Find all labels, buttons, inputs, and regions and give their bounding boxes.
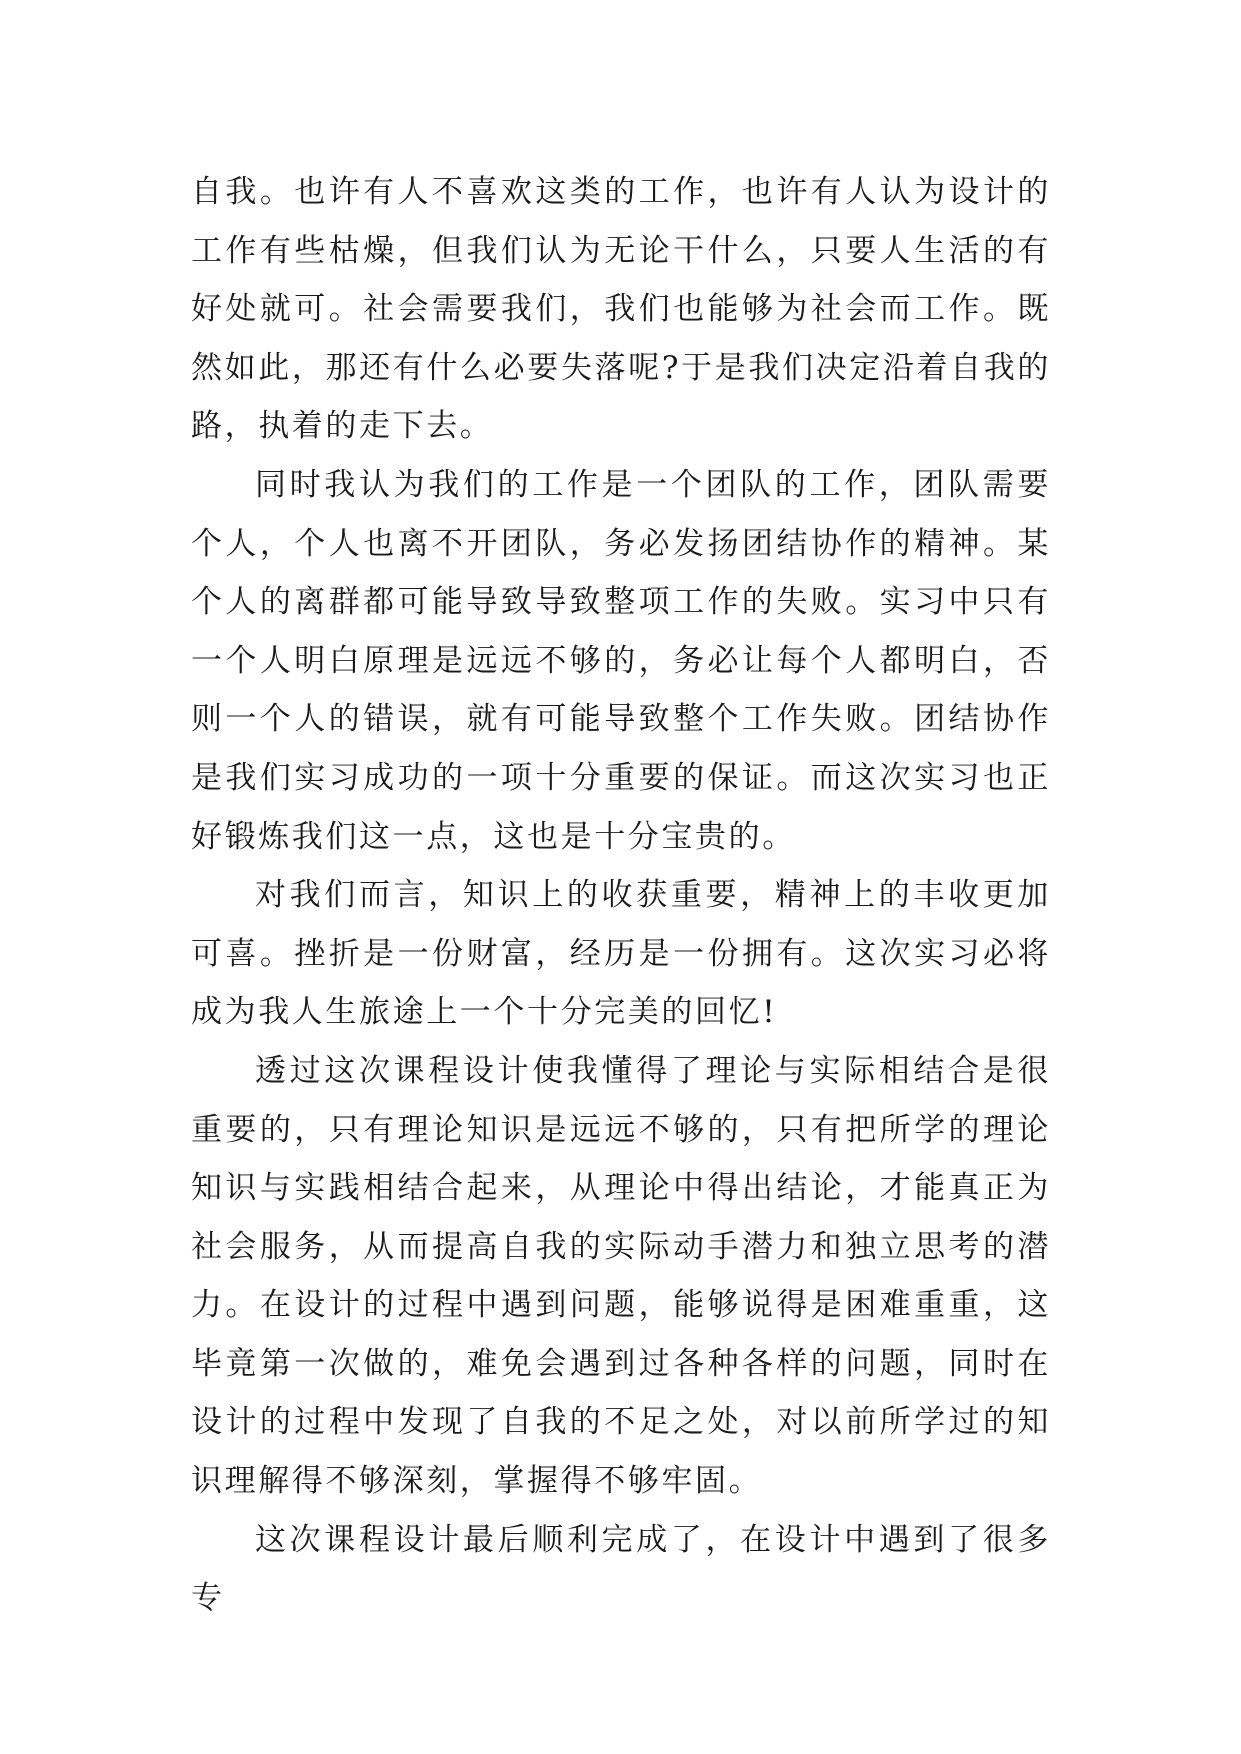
paragraph-2: 同时我认为我们的工作是一个团队的工作，团队需要个人，个人也离不开团队，务必发扬团结协作的精神。某个人的离群都可能导致导致整项工作的失败。实习中只有一个人明白原理是远远不够的，务必让每个人都明白，否则一个人的错误，就有可能导致整个工作失败。团结协作是我们实习成功的一项十分重要的保证。而这次实习也正好锻炼我们这一点，这也是十分宝贵的。: [191, 466, 1051, 855]
paragraph-5: 这次课程设计最后顺利完成了，在设计中遇到了很多专: [191, 1521, 1051, 1617]
document-body: [191, 163, 1051, 1628]
paragraph-3: 对我们而言，知识上的收获重要，精神上的丰收更加可喜。挫折是一份财富，经历是一份拥有。这次实习必将成为我人生旅途上一个十分完美的回忆!: [191, 877, 1051, 1031]
paragraph-4: 透过这次课程设计使我懂得了理论与实际相结合是很重要的，只有理论知识是远远不够的，只有把所学的理论知识与实践相结合起来，从理论中得出结论，才能真正为社会服务，从而提高自我的实际动手潜力和独立思考的潜力。在设计的过程中遇到问题，能够说得是困难重重，这毕竟第一次做的，难免会遇到过各种各样的问题，同时在设计的过程中发现了自我的不足之处，对以前所学过的知识理解得不够深刻，掌握得不够牢固。: [191, 1052, 1051, 1500]
paragraph-1: 自我。也许有人不喜欢这类的工作，也许有人认为设计的工作有些枯燥，但我们认为无论干什么，只要人生活的有好处就可。社会需要我们，我们也能够为社会而工作。既然如此，那还有什么必要失落呢?于是我们决定沿着自我的路，执着的走下去。: [191, 174, 1051, 445]
